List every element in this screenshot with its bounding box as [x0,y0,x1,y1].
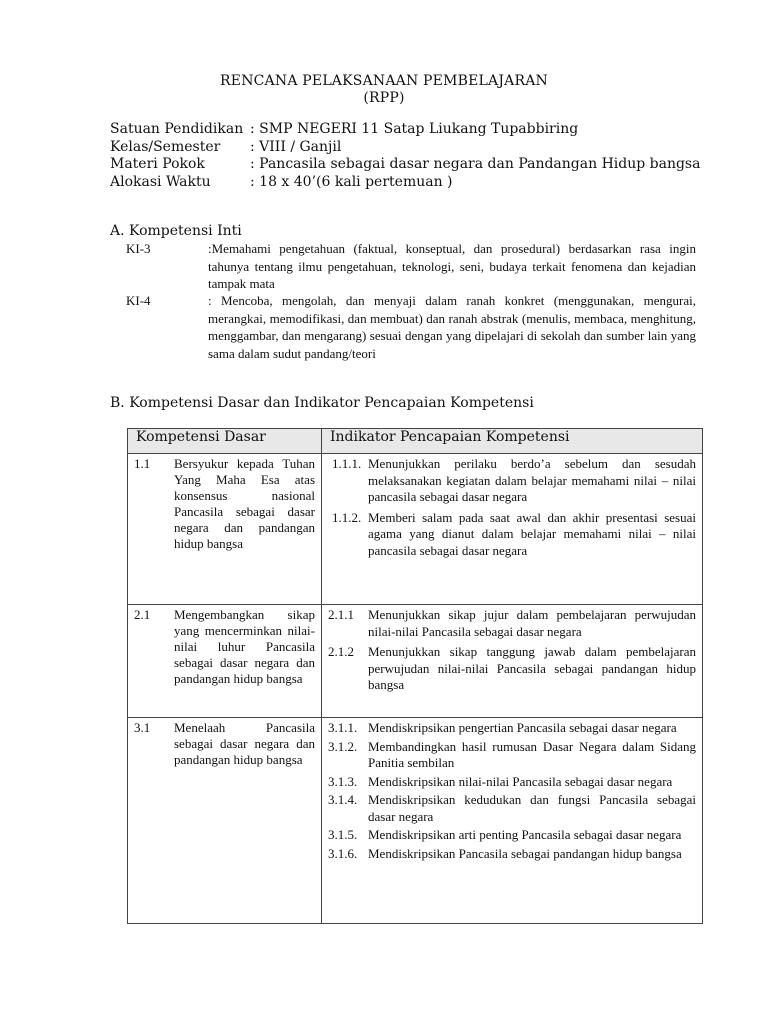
indicator-text: Menunjukkan sikap jujur dalam pembelajaran perwujudan nilai-nilai Pancasila sebagai dasar negara [368,607,696,639]
indicator-number: 3.1.5. [328,827,358,842]
indicator-item [328,456,696,506]
indicator-text: Menunjukkan sikap tanggung jawab dalam pembelajaran perwujudan nilai-nilai Pancasila sebagai pandangan hidup bangsa [368,644,696,692]
kd-cell [128,605,322,718]
meta-row-materi [110,156,710,174]
indicator-item [328,510,696,560]
indicator-text: Mendiskripsikan nilai-nilai Pancasila sebagai dasar negara [368,773,673,789]
indicator-text: Mendiskripsikan pengertian Pancasila sebagai dasar negara [368,720,677,735]
indicator-text: Mendiskripsikan Pancasila sebagai pandangan hidup bangsa [368,845,682,861]
indicator-cell [322,605,703,718]
indicator-text: Memberi salam pada saat awal dan akhir presentasi sesuai agama yang dianut dalam belajar memahami nilai – nilai pancasila sebagai dasar negara [368,509,696,558]
meta-label: Materi Pokok [110,156,205,172]
indicator-number: 1.1.2. [332,509,362,525]
kd-number: 3.1 [134,720,151,735]
indicator-text: Menunjukkan perilaku berdo’a sebelum dan sesudah melaksanakan kegiatan dalam belajar memahami nilai – nilai pancasila sebagai dasar negara [368,456,696,504]
document-subtitle: (RPP) [363,90,405,106]
indicator-cell [322,454,703,605]
kd-cell [128,718,322,924]
kd-text: Menelaah Pancasila sebagai dasar negara dan pandangan hidup bangsa [174,720,315,767]
table-row [128,454,703,605]
col-header-indicator: Indikator Pencapaian Kompetensi [322,429,703,454]
indicator-item [328,644,696,694]
meta-label: Satuan Pendidikan [110,121,244,137]
indicator-number: 2.1.2 [328,644,354,659]
meta-label: Alokasi Waktu [110,173,211,190]
indicator-item [328,739,696,772]
meta-value: : VIII / Ganjil [250,138,342,155]
table-row [128,718,703,924]
indicator-number: 3.1.1. [328,720,358,735]
meta-row-satuan [110,121,710,139]
indicator-number: 3.1.3. [328,773,358,789]
kd-text: Bersyukur kepada Tuhan Yang Maha Esa atas konsensus nasional Pancasila sebagai dasar negara dan pandangan hidup bangsa [174,456,315,551]
meta-value: : 18 x 40’(6 kali pertemuan ) [250,173,453,190]
kd-text: Mengembangkan sikap yang mencerminkan nilai-nilai luhur Pancasila sebagai dasar negara dan pandangan hidup bangsa [174,607,315,686]
table-row [128,605,703,718]
meta-value: : Pancasila sebagai dasar negara dan Pandangan Hidup bangsa [250,156,701,172]
indicator-item [328,774,696,791]
ki-code: KI-3 [126,241,151,256]
section-a-heading: A. Kompetensi Inti [110,223,242,239]
indicator-item [328,792,696,825]
kd-number: 2.1 [134,607,151,622]
indicator-text: Mendiskripsikan arti penting Pancasila sebagai dasar negara [368,827,682,842]
indicator-text: Membandingkan hasil rumusan Dasar Negara dalam Sidang Panitia sembilan [368,738,696,770]
meta-row-alokasi [110,174,710,192]
kd-cell [128,454,322,605]
section-b-heading: B. Kompetensi Dasar dan Indikator Pencapaian Kompetensi [110,395,534,411]
table-header-row [128,429,703,454]
ki-3-item [126,240,696,293]
ki-text: : Mencoba, mengolah, dan menyaji dalam ranah konkret (menggunakan, mengurai, merangkai, memodifikasi, dan membuat) dan ranah abstrak (menulis, membaca, menghitung, menggambar, dan mengarang) sesuai dengan yang dipelajari di sekolah dan sumber lain yang sama dalam sudut pandang/teori [208,293,696,361]
indicator-item [328,720,696,737]
indicator-text: Mendiskripsikan kedudukan dan fungsi Pancasila sebagai dasar negara [368,792,696,824]
ki-text: :Memahami pengetahuan (faktual, konseptual, dan prosedural) berdasarkan rasa ingin tahunya tentang ilmu pengetahuan, teknologi, seni, budaya terkait fenomena dan kejadian tampak mata [208,241,696,291]
indicator-number: 3.1.2. [328,738,358,754]
ki-code: KI-4 [126,293,151,308]
indicator-item [328,607,696,640]
meta-label: Kelas/Semester [110,138,221,155]
kd-number: 1.1 [134,456,151,471]
ki-4-item [126,292,696,362]
indicator-number: 1.1.1. [332,456,362,471]
document-title: RENCANA PELAKSANAAN PEMBELAJARAN [220,73,548,89]
meta-row-kelas [110,139,710,157]
indicator-number: 3.1.4. [328,792,358,807]
identity-block [110,121,710,191]
indicator-number: 2.1.1 [328,607,354,622]
indicator-item [328,846,696,863]
competency-table [127,428,703,924]
indicator-cell [322,718,703,924]
col-header-kd: Kompetensi Dasar [128,429,322,454]
indicator-item [328,827,696,844]
meta-value: : SMP NEGERI 11 Satap Liukang Tupabbiring [250,121,579,137]
indicator-number: 3.1.6. [328,845,358,861]
